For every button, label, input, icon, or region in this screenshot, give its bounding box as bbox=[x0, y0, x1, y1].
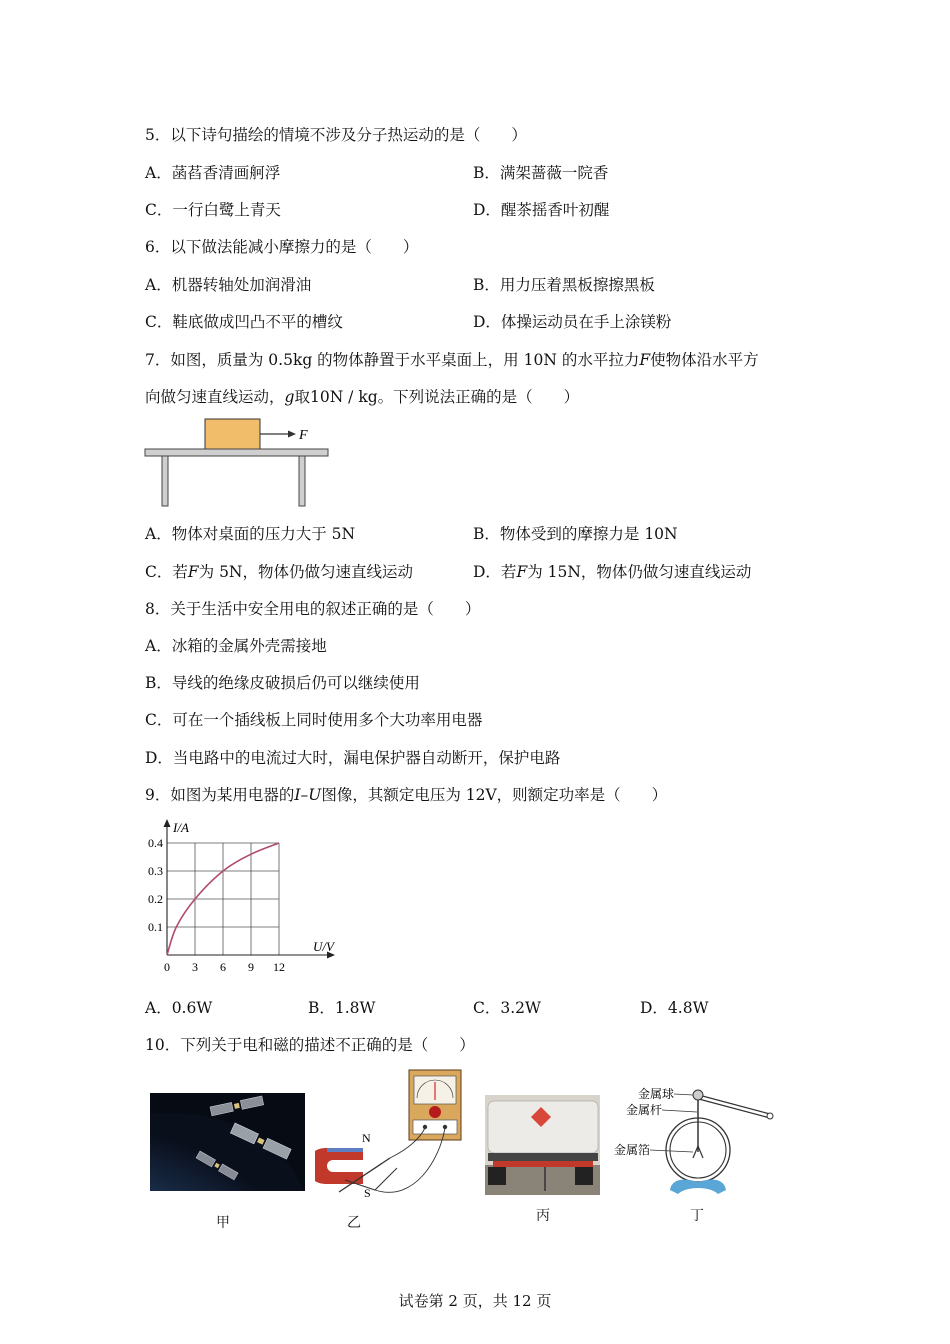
q6-option-a: A．机器转轴处加润滑油 bbox=[145, 276, 312, 294]
x-tick-label: 12 bbox=[273, 960, 285, 974]
q8-stem: 8．关于生活中安全用电的叙述正确的是（ ） bbox=[145, 600, 481, 618]
y-tick-label: 0.3 bbox=[148, 864, 163, 878]
y-tick-label: 0.1 bbox=[148, 920, 163, 934]
q7-block bbox=[205, 419, 260, 449]
q9-iu-chart bbox=[140, 815, 350, 980]
q10-label-bing: 丙 bbox=[536, 1208, 550, 1224]
q10-label-yi: 乙 bbox=[347, 1215, 361, 1231]
q7-table-leg-right bbox=[299, 456, 305, 506]
q5-stem: 5．以下诗句描绘的情境不涉及分子热运动的是（ ） bbox=[145, 126, 527, 144]
q10-label-jia: 甲 bbox=[216, 1215, 230, 1231]
x-tick-label: 6 bbox=[220, 960, 226, 974]
q9-stem: 9．如图为某用电器的I–U图像，其额定电压为 12V，则额定功率是（ ） bbox=[145, 786, 668, 804]
q8-option-c: C．可在一个插线板上同时使用多个大功率用电器 bbox=[145, 711, 483, 729]
q10-figure-jia-satellites bbox=[150, 1093, 305, 1191]
q5-option-c: C．一行白鹭上青天 bbox=[145, 201, 281, 219]
q7-option-d: D．若F为 15N，物体仍做匀速直线运动 bbox=[473, 563, 752, 581]
q9-option-c: C．3.2W bbox=[473, 999, 541, 1017]
chart-y-axis-label: I/A bbox=[173, 820, 189, 835]
horseshoe-magnet-icon bbox=[315, 1148, 363, 1184]
q7-table-figure bbox=[140, 415, 340, 515]
q8-option-b: B．导线的绝缘皮破损后仍可以继续使用 bbox=[145, 674, 420, 692]
tanker-body bbox=[488, 1101, 598, 1153]
page-footer: 试卷第 2 页，共 12 页 bbox=[398, 1292, 552, 1310]
magnet-n-label: N bbox=[362, 1131, 371, 1145]
q7-table-leg-left bbox=[162, 456, 168, 506]
metal-ball-label: 金属球 bbox=[638, 1087, 675, 1101]
y-axis-arrow-icon bbox=[164, 819, 171, 827]
metal-rod-label: 金属杆 bbox=[626, 1103, 663, 1117]
q8-option-d: D．当电路中的电流过大时，漏电保护器自动断开，保护电路 bbox=[145, 749, 561, 767]
chart-axes bbox=[164, 819, 336, 959]
q7-option-b: B．物体受到的摩擦力是 10N bbox=[473, 525, 678, 543]
q8-option-a: A．冰箱的金属外壳需接地 bbox=[145, 637, 327, 655]
q10-figure-yi-induction bbox=[315, 1068, 465, 1203]
chart-x-axis-label: U/V bbox=[313, 939, 334, 954]
q7-tabletop bbox=[145, 449, 328, 456]
x-tick-label: 0 bbox=[164, 960, 170, 974]
q6-option-d: D．体操运动员在手上涂镁粉 bbox=[473, 313, 672, 331]
y-tick-label: 0.4 bbox=[148, 836, 163, 850]
q6-option-b: B．用力压着黑板擦擦黑板 bbox=[473, 276, 655, 294]
q6-stem: 6．以下做法能减小摩擦力的是（ ） bbox=[145, 238, 419, 256]
q9-option-b: B．1.8W bbox=[308, 999, 376, 1017]
y-tick-label: 0.2 bbox=[148, 892, 163, 906]
chart-tick-labels bbox=[148, 836, 285, 974]
q10-stem: 10．下列关于电和磁的描述不正确的是（ ） bbox=[145, 1036, 475, 1054]
q6-option-c: C．鞋底做成凹凸不平的槽纹 bbox=[145, 313, 343, 331]
q7-option-c: C．若F为 5N，物体仍做匀速直线运动 bbox=[145, 563, 413, 581]
q10-label-ding: 丁 bbox=[690, 1208, 704, 1224]
q9-option-a: A．0.6W bbox=[145, 999, 213, 1017]
x-tick-label: 3 bbox=[192, 960, 198, 974]
q10-figure-ding-electroscope bbox=[610, 1080, 780, 1200]
chart-grid bbox=[167, 843, 279, 955]
metal-foil-label: 金属箔 bbox=[614, 1143, 651, 1157]
q10-figure-bing-tanker bbox=[485, 1095, 600, 1195]
q9-option-d: D．4.8W bbox=[640, 999, 709, 1017]
q7-stem-line2: 向做匀速直线运动，g取10N / kg。下列说法正确的是（ ） bbox=[145, 388, 580, 406]
q5-option-a: A．菡萏香清画舸浮 bbox=[145, 164, 281, 182]
q5-option-d: D．醒茶摇香叶初醒 bbox=[473, 201, 610, 219]
q7-force-label: F bbox=[299, 428, 308, 443]
x-tick-label: 9 bbox=[248, 960, 254, 974]
q5-option-b: B．满架蔷薇一院香 bbox=[473, 164, 609, 182]
q7-option-a: A．物体对桌面的压力大于 5N bbox=[145, 525, 356, 543]
metal-ball-icon bbox=[693, 1090, 703, 1100]
magnet-s-label: S bbox=[364, 1186, 371, 1200]
q7-stem-line1: 7．如图，质量为 0.5kg 的物体静置于水平桌面上，用 10N 的水平拉力F使物体沿水平方 bbox=[145, 351, 759, 369]
